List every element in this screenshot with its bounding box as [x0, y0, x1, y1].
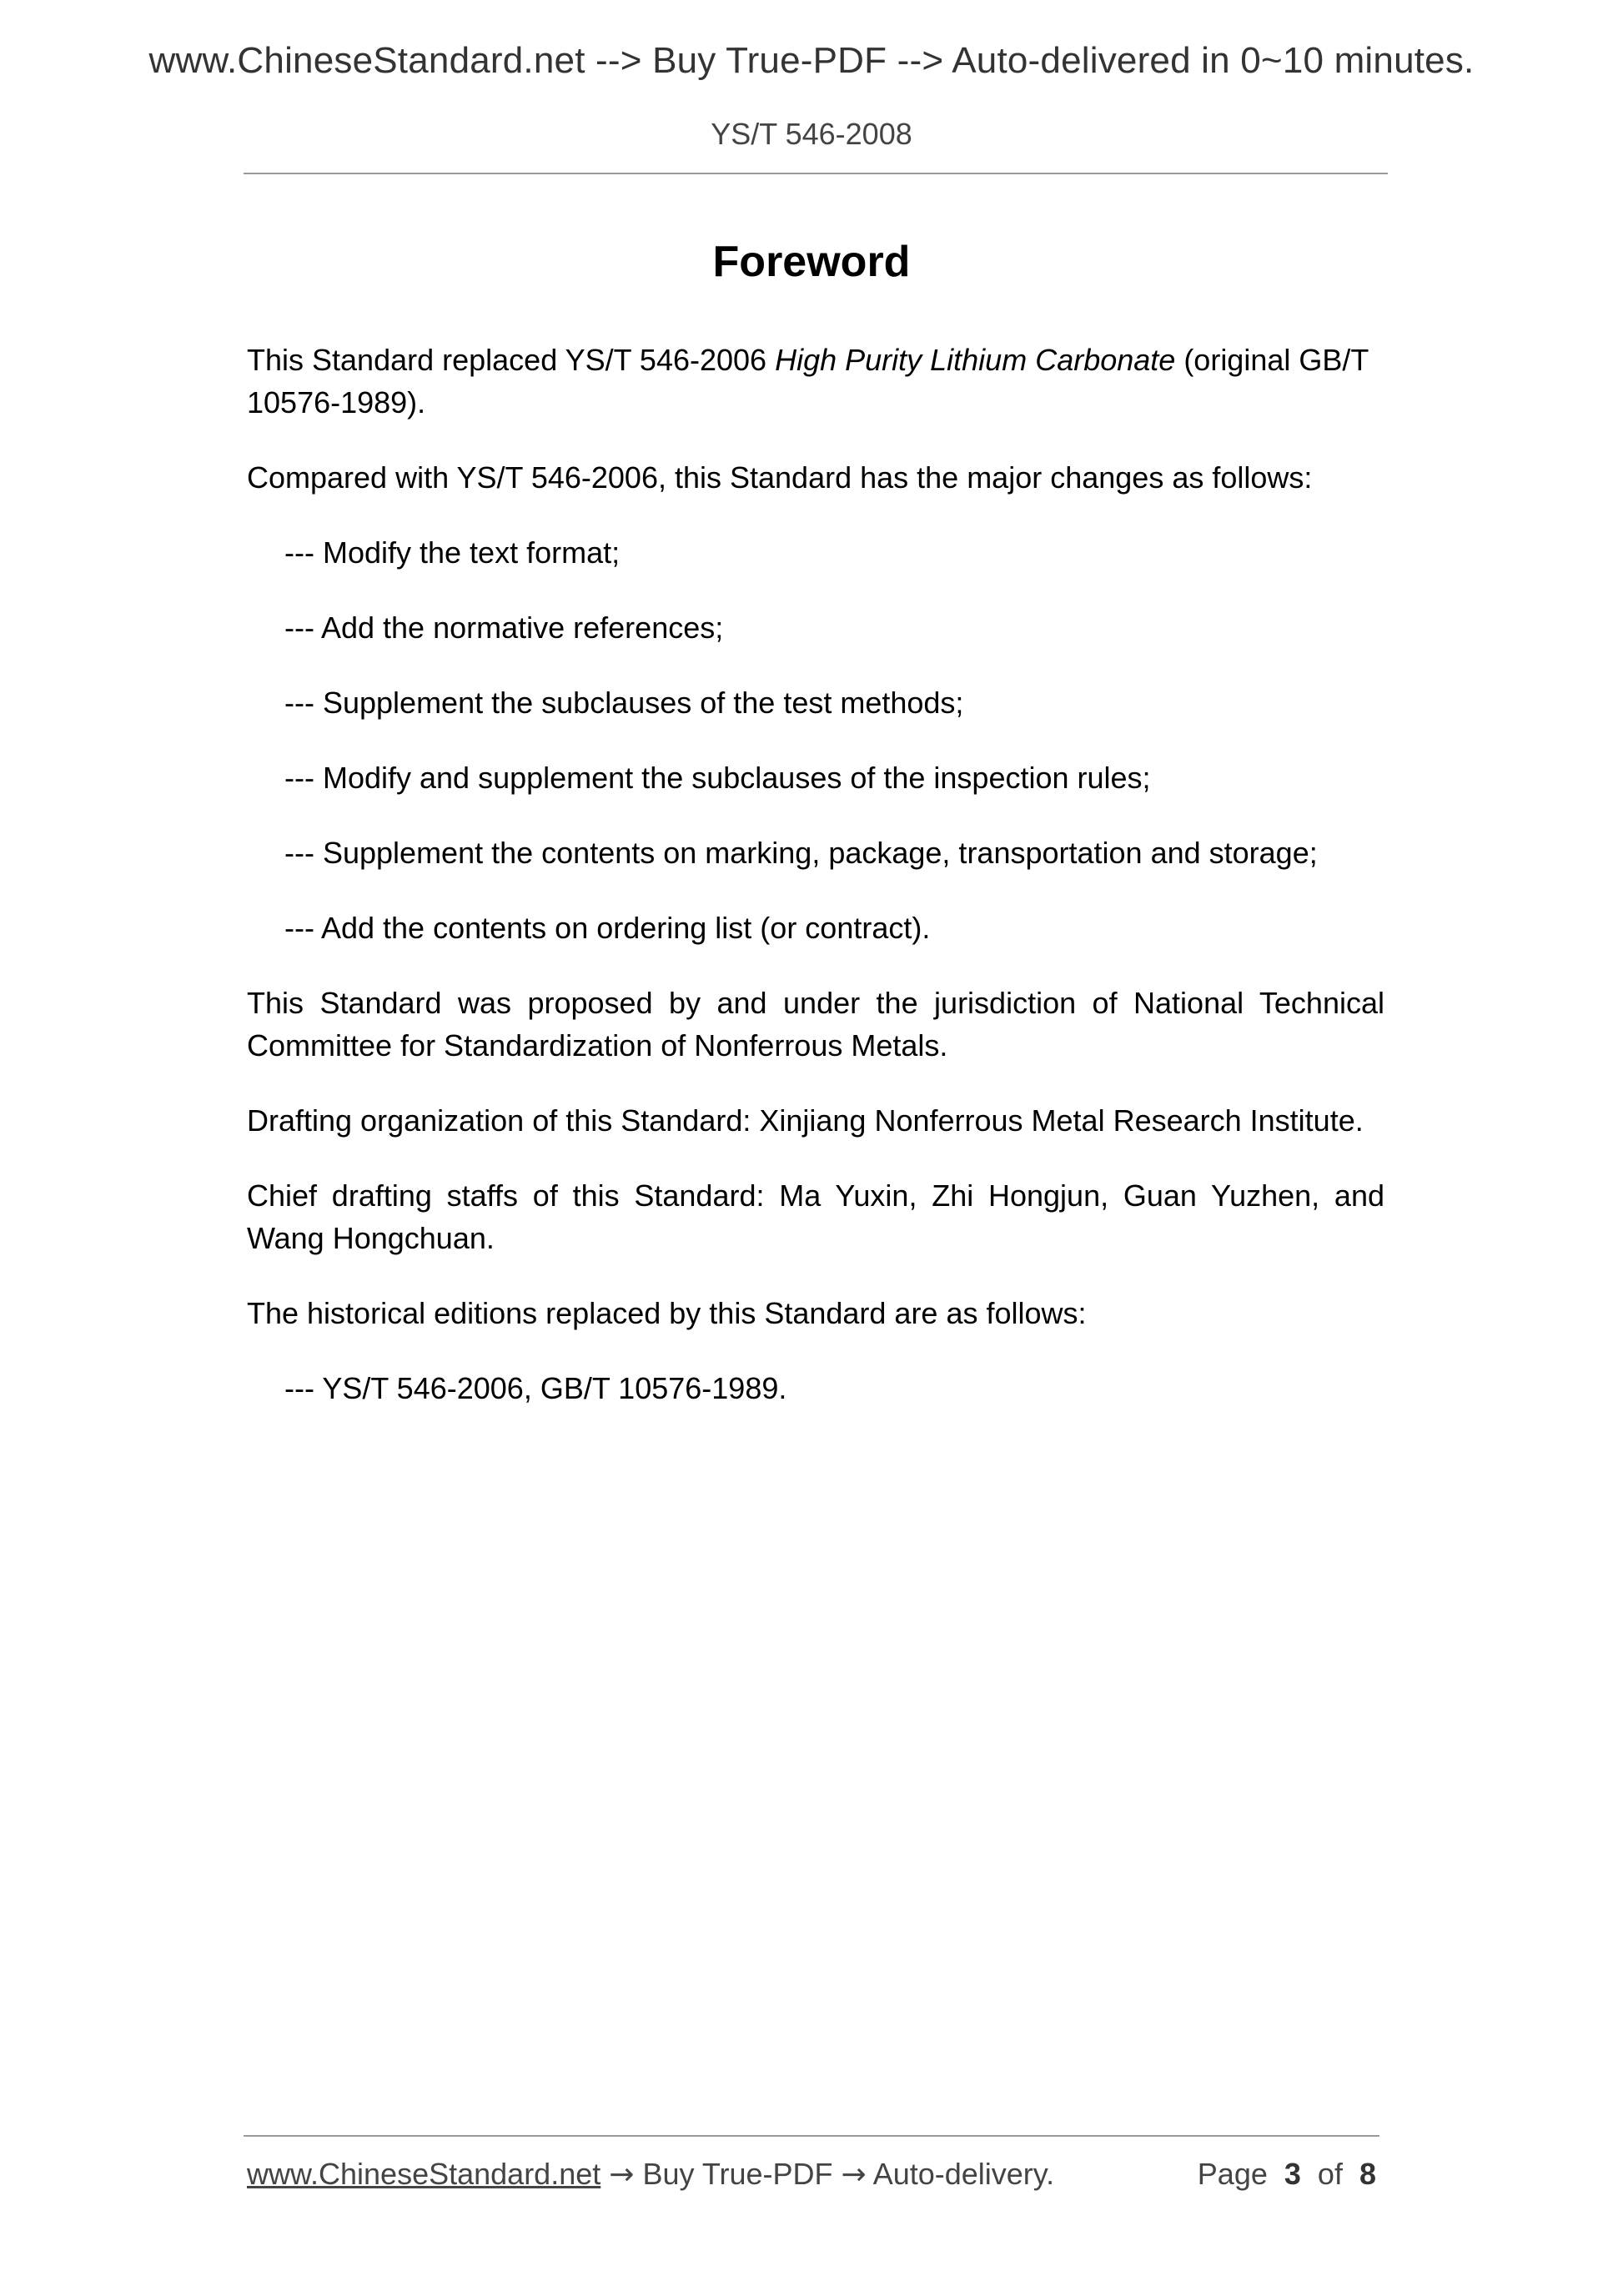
footer-site-link[interactable]: www.ChineseStandard.net — [247, 2157, 601, 2191]
header-divider — [244, 173, 1388, 174]
of-label: of — [1317, 2157, 1343, 2191]
page-title: Foreword — [712, 238, 911, 286]
page-indicator — [1198, 2157, 1376, 2192]
change-item: --- Modify the text format; — [284, 535, 621, 570]
foreword-body — [247, 339, 1384, 1442]
paragraph-changes-intro: Compared with YS/T 546-2006, this Standard has the major changes as follows: — [247, 460, 1313, 495]
top-banner: www.ChineseStandard.net --> Buy True-PDF --> Auto-delivered in 0~10 minutes. — [148, 40, 1475, 81]
standard-title-italic: High Purity Lithium Carbonate — [775, 343, 1176, 377]
arrow-right-icon: → — [609, 2158, 635, 2192]
standard-code-header: YS/T 546-2008 — [711, 117, 912, 151]
footer-delivery-text: Auto-delivery. — [866, 2157, 1055, 2191]
page-label: Page — [1197, 2157, 1268, 2191]
footer-divider — [244, 2135, 1379, 2137]
change-item: --- Modify and supplement the subclauses of the inspection rules; — [284, 761, 1151, 795]
replacement-text-end: (original GB/T 10576-1989). — [247, 343, 1369, 420]
history-item: --- YS/T 546-2006, GB/T 10576-1989. — [284, 1371, 787, 1405]
paragraph-historical-editions: The historical editions replaced by this Standard are as follows: — [247, 1296, 1087, 1330]
paragraph-drafting-organization: Drafting organization of this Standard: Xinjiang Nonferrous Metal Research Institute. — [247, 1103, 1364, 1138]
change-item: --- Add the contents on ordering list (or contract). — [284, 911, 931, 945]
footer-promo — [247, 2157, 1054, 2192]
paragraph-replacement — [247, 339, 1384, 424]
replacement-text-start: This Standard replaced YS/T 546-2006 — [247, 343, 776, 377]
change-item: --- Supplement the subclauses of the test methods; — [284, 686, 964, 720]
footer-buy-text: Buy True-PDF — [634, 2157, 842, 2191]
paragraph-drafting-staff: Chief drafting staffs of this Standard: Ma Yuxin, Zhi Hongjun, Guan Yuzhen, and Wang Hongchuan. — [247, 1178, 1384, 1255]
change-item: --- Add the normative references; — [284, 610, 724, 645]
paragraph-jurisdiction: This Standard was proposed by and under the jurisdiction of National Technical Committee for Standardization of Nonferrous Metals. — [247, 986, 1384, 1063]
arrow-right-icon: → — [841, 2158, 867, 2192]
page-total: 8 — [1359, 2157, 1376, 2191]
change-item: --- Supplement the contents on marking, package, transportation and storage; — [284, 836, 1318, 870]
page-number: 3 — [1284, 2157, 1301, 2191]
